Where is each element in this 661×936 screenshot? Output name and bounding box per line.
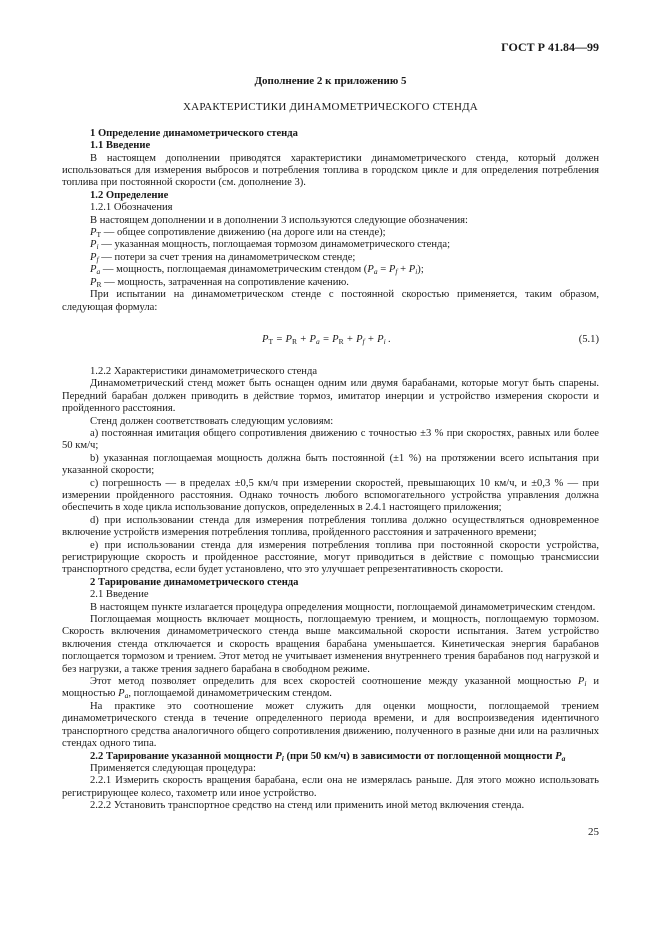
paragraph: Этот метод позволяет определить для всех скоростей соотношение между указанной мощностью $P_i$ и мощностью $P_a$, поглощаемой динамометрическим стендом. — [62, 676, 599, 701]
paragraph: 2.2.2 Установить транспортное средство на стенд или применить иной метод включения стенда. — [90, 800, 525, 812]
paragraph: На практике это соотношение может служить для оценки мощности, поглощаемой трением динамометрического стенда в течение определенного периода времени, и для воспроизведения идентичного транспортного средства аналогичного общего сопротивления движению, полученного в разные дни или на различных стендах одного типа. — [62, 700, 599, 750]
condition-d: d) при использовании стенда для измерения потребления топлива должно осуществляться одновременное включение устройств измерения потребления топлива, пройденного расстояния и затраченного времени; — [62, 514, 599, 539]
section-1-1-heading: 1.1 Введение — [90, 140, 151, 152]
page-subtitle: ХАРАКТЕРИСТИКИ ДИНАМОМЕТРИЧЕСКОГО СТЕНДА — [183, 101, 478, 114]
definition-pf: $P_f$ — потери за счет трения на динамометрическом стенде; — [90, 251, 356, 264]
paragraph: Применяется следующая процедура: — [90, 762, 256, 774]
paragraph: В настоящем дополнении и в дополнении 3 используются следующие обозначения: — [90, 214, 468, 226]
section-2-2-heading: 2.2 Тарирование указанной мощности $P_i$ (при 50 км/ч) в зависимости от поглощенной мощности $P_a$ — [90, 750, 566, 763]
condition-e: e) при использовании стенда для измерения потребления топлива при постоянной скорости устройства, регистрирующие скорость и пройденное расстояние, могут приводиться в действие с помощью трансмиссии транспортного средства, если будет установлено, что это улучшает репрезентативность скорости. — [62, 539, 599, 576]
condition-a: a) постоянная имитация общего сопротивления движению с точностью ±3 % при скоростях, равных или более 50 км/ч; — [62, 427, 599, 452]
condition-b: b) указанная поглощаемая мощность должна быть постоянной (±1 %) на протяжении всего испытания при указанной скорости; — [62, 452, 599, 477]
paragraph: В настоящем пункте излагается процедура определения мощности, поглощаемой динамометрическим стендом. — [90, 601, 596, 613]
paragraph: Стенд должен соответствовать следующим условиям: — [90, 415, 334, 427]
document-header: ГОСТ Р 41.84—99 — [501, 40, 599, 54]
definition-pa: $P_a$ — мощность, поглощаемая динамометрическим стендом $(P_a = P_f + P_i)$; — [90, 264, 424, 277]
paragraph: Поглощаемая мощность включает мощность, поглощаемую трением, и мощность, поглощаемую тормозом. Скорость включения динамометрического стенда выше максимальной скорости испытания. Затем устройство включения стенда отключается и скорость вращения барабана уменьшается. Кинетическая энергия барабанов поглощается тормозом и трением. Этот метод не учитывает изменения внутреннего трения барабанов под нагрузкой и без нагрузки, а также трения заднего барабана в свободном режиме. — [62, 614, 599, 675]
formula-expression: $P_T = P_R + P_a = P_R + P_f + P_i$ . — [262, 333, 391, 346]
section-1-2-2-heading: 1.2.2 Характеристики динамометрического стенда — [90, 365, 318, 377]
section-1-2-heading: 1.2 Определение — [90, 189, 169, 201]
page-number: 25 — [588, 826, 599, 838]
paragraph: Динамометрический стенд может быть оснащен одним или двумя барабанами, которые могут быть спарены. Передний барабан должен приводить в действие тормоз, имитатор инерции и устройство измерения скорости и пройденного расстояния. — [62, 378, 599, 415]
section-1-heading: 1 Определение динамометрического стенда — [90, 127, 298, 139]
definition-pr: $P_R$ — мощность, затраченная на сопротивление качению. — [90, 276, 349, 289]
formula-5-1 — [62, 320, 599, 360]
definition-pt: $P_T$ — общее сопротивление движению (на дороге или на стенде); — [90, 227, 386, 240]
paragraph: 2.2.1 Измерить скорость вращения барабана, если она не измерялась раньше. Для этого можно использовать регистрирующее колесо, тахометр или иное устройство. — [62, 775, 599, 799]
section-2-heading: 2 Тарирование динамометрического стенда — [90, 576, 299, 588]
definition-pi: $P_i$ — указанная мощность, поглощаемая тормозом динамометрического стенда; — [90, 239, 451, 252]
section-1-2-1-heading: 1.2.1 Обозначения — [90, 202, 173, 214]
section-2-1-heading: 2.1 Введение — [90, 589, 149, 601]
paragraph: В настоящем дополнении приводятся характеристики динамометрического стенда, который должен использоваться для измерения выбросов и потребления топлива в городском цикле и для определения потребления топлива при постоянной скорости (см. дополнение 3). — [62, 152, 599, 189]
page-title: Дополнение 2 к приложению 5 — [254, 75, 407, 87]
page-body — [62, 40, 599, 813]
formula-number: (5.1) — [578, 333, 599, 345]
condition-c: c) погрешность — в пределах ±0,5 км/ч при измерении скоростей, превышающих 10 км/ч, и ±0,3 % — при измерении пройденного расстояния. Однако точность любого вспомогательного устройства управления должна обеспечить в ходе цикла использование допусков, определенных в 2.4.1 настоящего приложения; — [62, 477, 599, 514]
paragraph: При испытании на динамометрическом стенде с постоянной скоростью применяется, таким образом, следующая формула: — [62, 289, 599, 313]
